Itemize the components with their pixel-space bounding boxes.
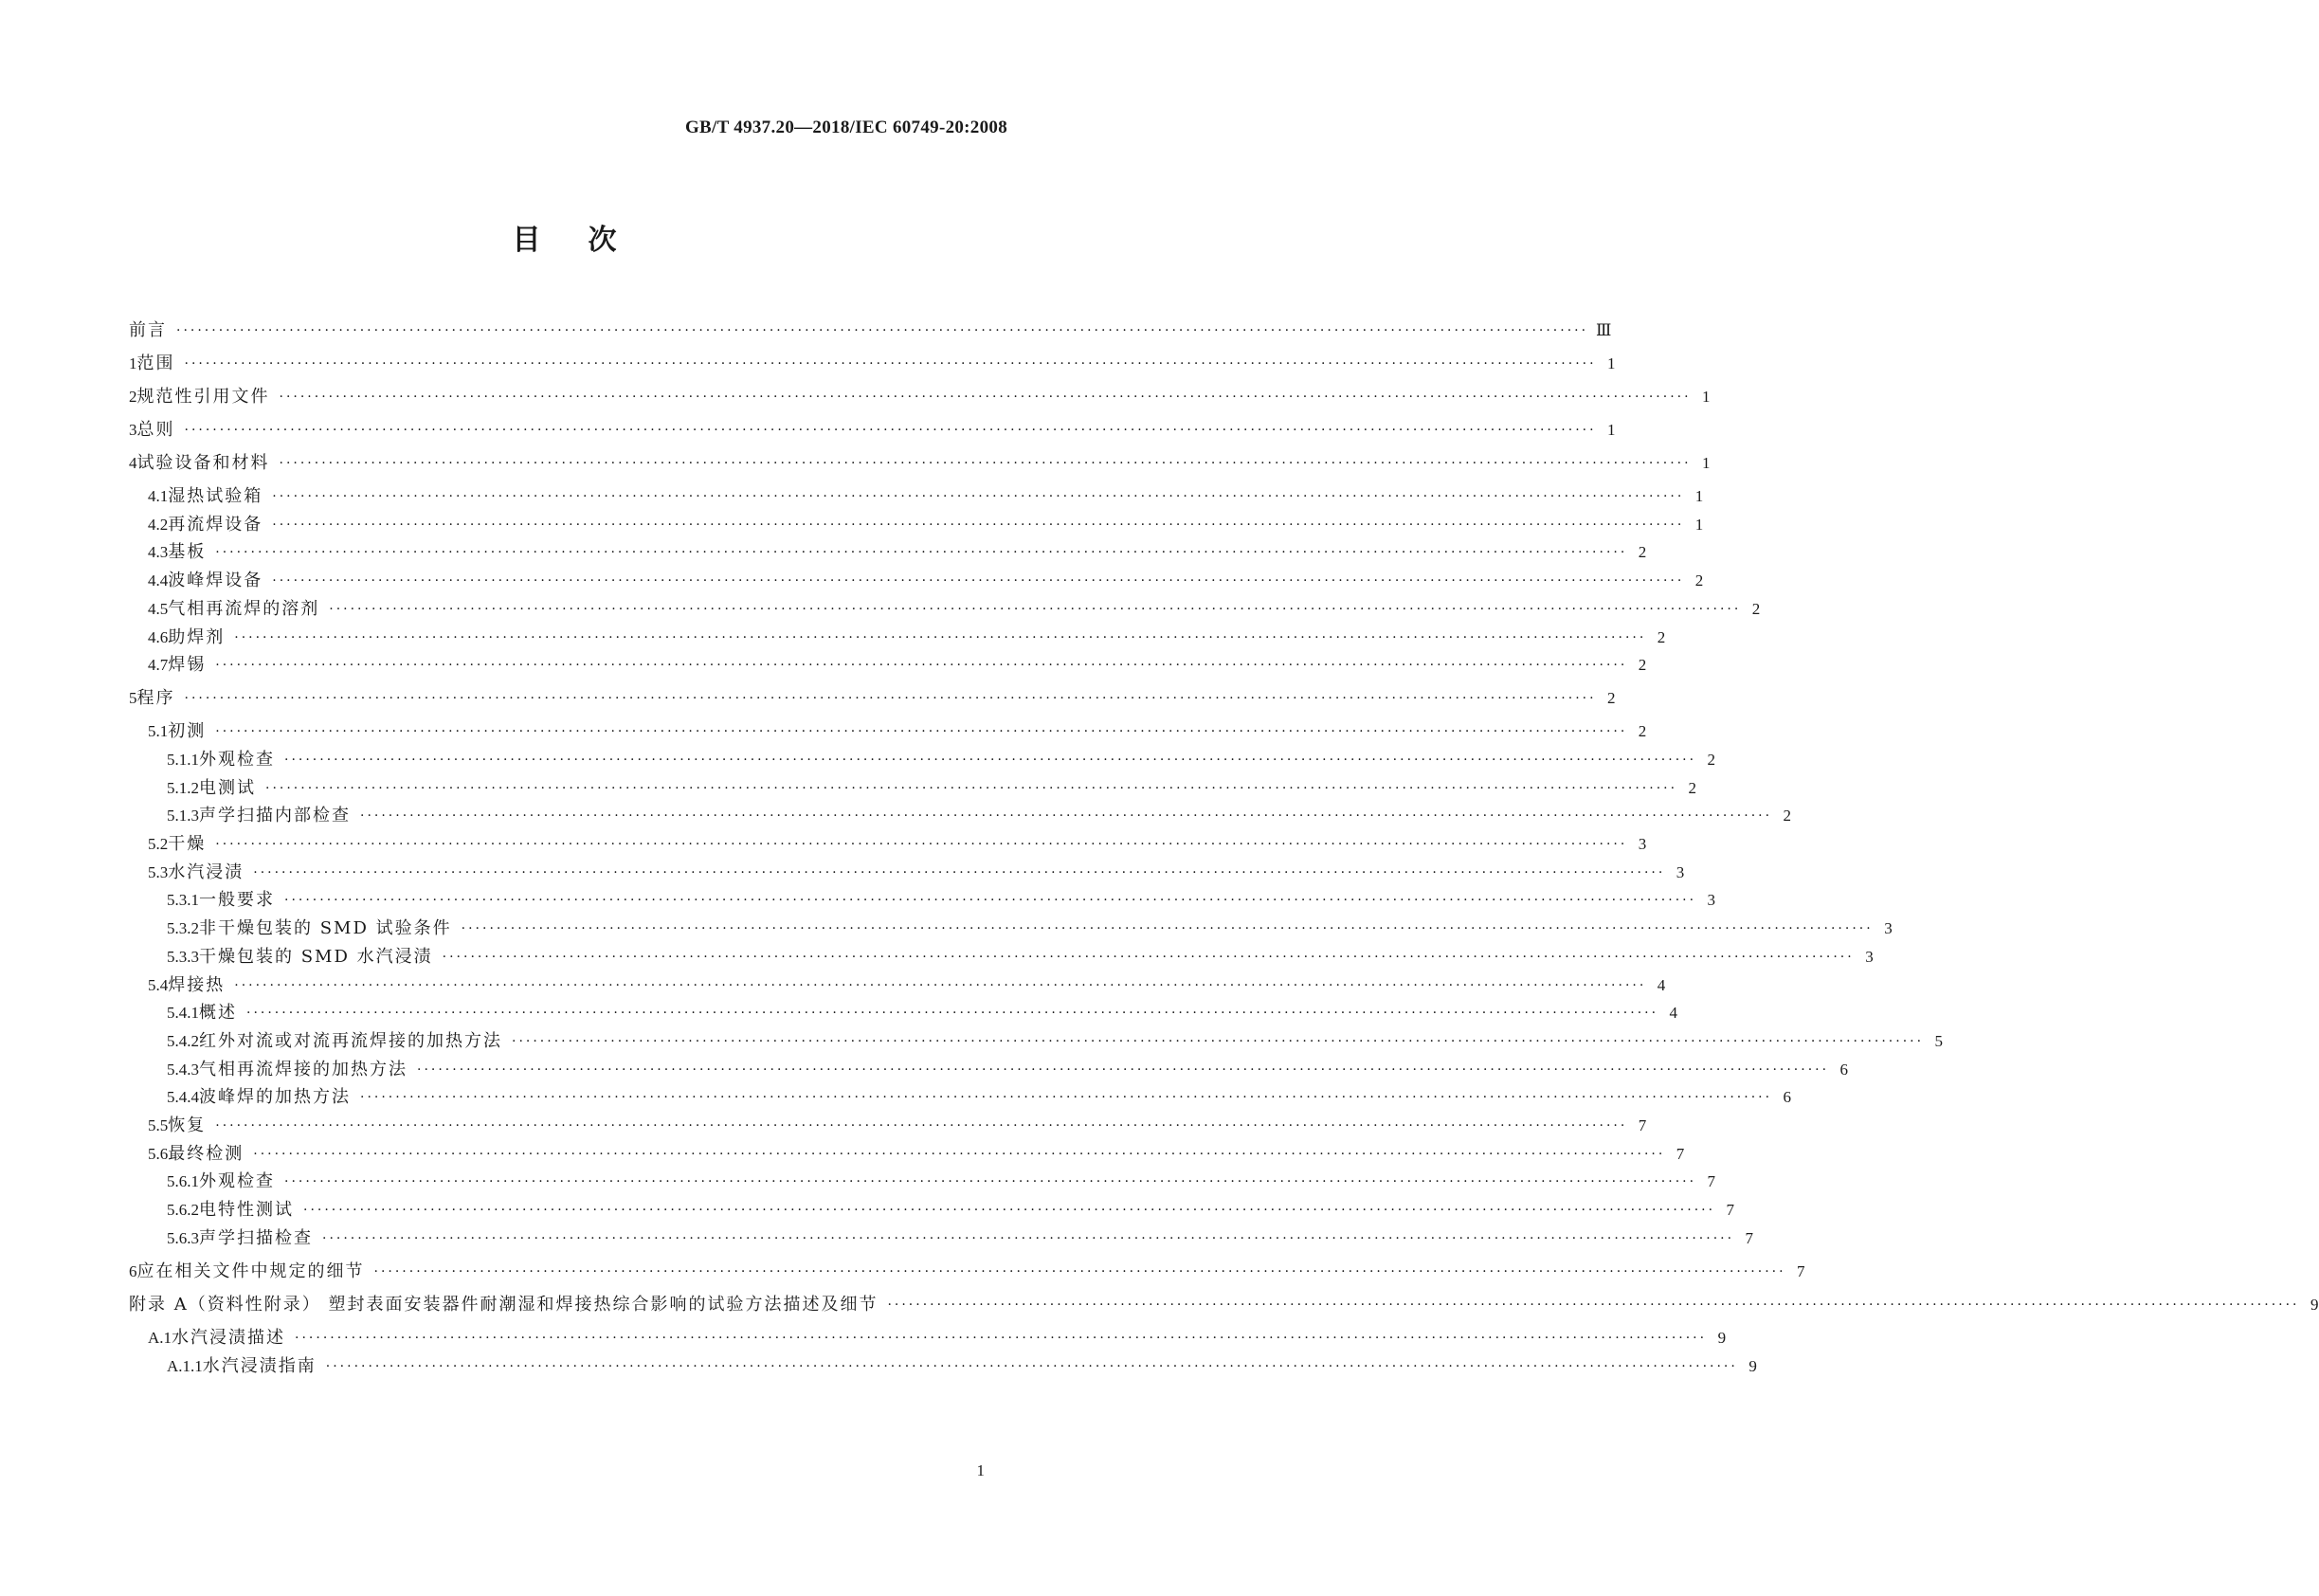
toc-leader-dots: ········································································································································································································	[887, 1297, 2300, 1313]
toc-leader-dots: ········································································································································································································	[512, 1033, 1925, 1049]
toc-entry-number: 5.3.2	[167, 919, 199, 938]
toc-entry-title: 最终检测	[168, 1143, 245, 1164]
toc-entry[interactable]	[129, 1224, 1754, 1253]
toc-entry[interactable]	[129, 651, 1647, 680]
toc-entry-page: 7	[1707, 1172, 1716, 1191]
toc-entry-number: 4.4	[148, 571, 169, 590]
toc-entry[interactable]	[129, 416, 1616, 444]
toc-leader-dots: ········································································································································································································	[184, 691, 1597, 707]
toc-entry-number: 5.3.1	[167, 891, 199, 910]
toc-entry[interactable]	[129, 624, 1666, 652]
toc-entry[interactable]	[129, 1324, 1727, 1352]
toc-leader-dots: ········································································································································································································	[461, 921, 1874, 937]
toc-entry-title: 红外对流或对流再流焊接的加热方法	[199, 1030, 502, 1051]
toc-entry[interactable]	[129, 383, 1711, 411]
toc-entry-number: 5.6.3	[167, 1228, 199, 1247]
toc-entry-number: 5.1.3	[167, 807, 199, 825]
toc-entry-number: 5.4	[148, 975, 169, 994]
toc-entry-title: 水汽浸渍描述	[172, 1327, 286, 1348]
toc-entry-number: 5.3	[148, 862, 169, 881]
toc-entry[interactable]	[129, 802, 1792, 830]
toc-entry-number: 5.3.3	[167, 947, 199, 966]
toc-entry[interactable]	[129, 830, 1647, 859]
toc-entry-title: 初测	[168, 721, 207, 742]
toc-leader-dots: ········································································································································································································	[329, 601, 1742, 617]
toc-entry-number: 5.6.1	[167, 1172, 199, 1191]
toc-entry-title: 程序	[136, 688, 175, 709]
toc-entry-page: 2	[1751, 599, 1761, 618]
toc-leader-dots: ········································································································································································································	[279, 456, 1692, 471]
toc-entry-title: 气相再流焊的溶剂	[168, 598, 320, 619]
toc-entry-page: 7	[1726, 1201, 1735, 1220]
toc-leader-dots: ········································································································································································································	[325, 1358, 1738, 1374]
toc-entry-title: 干燥包装的 SMD 水汽浸渍	[199, 946, 433, 967]
toc-entry[interactable]	[129, 1168, 1716, 1196]
toc-entry-number: 5.1.1	[167, 750, 199, 769]
toc-leader-dots: ········································································································································································································	[215, 1118, 1628, 1134]
toc-entry[interactable]	[129, 886, 1716, 915]
toc-leader-dots: ········································································································································································································	[417, 1061, 1830, 1078]
toc-entry-page: 2	[1638, 543, 1647, 562]
toc-entry[interactable]	[129, 567, 1704, 595]
toc-entry[interactable]	[129, 538, 1647, 567]
toc-entry[interactable]	[129, 1056, 1849, 1084]
toc-entry[interactable]	[129, 1196, 1735, 1224]
toc-leader-dots: ········································································································································································································	[246, 1006, 1659, 1022]
toc-entry[interactable]	[129, 1083, 1792, 1112]
toc-entry-title: 试验设备和材料	[136, 453, 270, 473]
toc-entry-number: 5.4.4	[167, 1088, 199, 1107]
toc-entry[interactable]	[129, 746, 1716, 774]
toc-entry-number: 5.6	[148, 1144, 169, 1163]
toc-entry-page: 2	[1694, 571, 1704, 590]
toc-entry-page: 2	[1783, 807, 1792, 825]
toc-entry-number: 5.4.1	[167, 1004, 199, 1023]
toc-leader-dots: ········································································································································································································	[284, 893, 1697, 909]
toc-entry-title: 水汽浸渍	[168, 861, 245, 882]
toc-leader-dots: ········································································································································································································	[234, 977, 1647, 993]
toc-entry[interactable]	[129, 1140, 1685, 1169]
toc-entry-number: 4.3	[148, 543, 169, 562]
toc-entry-number: 5.1.2	[167, 778, 199, 797]
toc-leader-dots: ········································································································································································································	[272, 489, 1685, 504]
toc-leader-dots: ········································································································································································································	[442, 949, 1855, 965]
toc-entry[interactable]	[129, 717, 1647, 746]
toc-entry-number: 5.4.3	[167, 1060, 199, 1079]
toc-entry-page: 2	[1657, 627, 1666, 646]
toc-entry-number: 5.2	[148, 835, 169, 853]
toc-leader-dots: ········································································································································································································	[265, 780, 1678, 796]
toc-leader-dots: ········································································································································································································	[176, 323, 1589, 338]
toc-entry-number: 4.5	[148, 599, 169, 618]
toc-entry-page: 1	[1607, 421, 1616, 439]
toc-entry[interactable]	[129, 511, 1704, 539]
toc-entry-title: 电特性测试	[199, 1200, 294, 1221]
toc-entry-page: 7	[1745, 1228, 1754, 1247]
toc-entry-title: 水汽浸渍指南	[202, 1355, 317, 1376]
toc-entry[interactable]	[129, 350, 1616, 378]
toc-entry-title: 总则	[136, 420, 175, 440]
toc-entry-number: 4.7	[148, 656, 169, 675]
toc-leader-dots: ········································································································································································································	[360, 808, 1773, 825]
toc-entry[interactable]	[129, 971, 1666, 1000]
standard-code: GB/T 4937.20—2018/IEC 60749-20:2008	[684, 118, 1007, 137]
toc-entry-title: 外观检查	[199, 1171, 275, 1192]
toc-entry-title: 范围	[136, 354, 175, 373]
toc-entry-title: 波峰焊的加热方法	[199, 1087, 351, 1108]
toc-entry-title: 电测试	[199, 777, 256, 798]
toc-entry[interactable]	[129, 1027, 1944, 1056]
toc-entry[interactable]	[129, 449, 1711, 478]
toc-entry-page: Ⅲ	[1596, 321, 1612, 339]
toc-entry-title: 声学扫描内部检查	[199, 806, 351, 826]
toc-entry-page: 5	[1934, 1031, 1944, 1050]
toc-entry[interactable]	[129, 684, 1616, 713]
toc-entry-page: 3	[1707, 891, 1716, 910]
toc-entry[interactable]	[129, 859, 1685, 887]
toc-entry-number: 5.4.2	[167, 1031, 199, 1050]
toc-entry-number: 6	[129, 1261, 137, 1280]
toc-entry-page: 1	[1607, 354, 1616, 372]
toc-entry[interactable]	[129, 1352, 1757, 1381]
toc-entry-number: A.1.1	[167, 1356, 203, 1375]
toc-entry-number: 4.2	[148, 515, 169, 534]
toc-entry-page: 3	[1865, 947, 1874, 966]
toc-entry-title: 气相再流焊接的加热方法	[199, 1059, 408, 1079]
toc-leader-dots: ········································································································································································································	[284, 752, 1697, 768]
toc-entry-number: 4.6	[148, 627, 169, 646]
toc-entry-page: 1	[1694, 487, 1704, 505]
toc-entry-page: 4	[1657, 975, 1666, 994]
toc-entry-title: 焊接热	[168, 974, 226, 995]
toc-entry-page: 3	[1676, 862, 1685, 881]
toc-leader-dots: ········································································································································································································	[215, 658, 1628, 674]
page-number: 1	[976, 1461, 985, 1479]
toc-leader-dots: ········································································································································································································	[303, 1203, 1716, 1219]
toc-entry[interactable]	[129, 915, 1893, 943]
toc-entry-number: 3	[129, 421, 137, 439]
toc-entry-page: 9	[2310, 1295, 2319, 1314]
toc-entry-title: 一般要求	[199, 890, 275, 911]
toc-leader-dots: ········································································································································································································	[215, 545, 1628, 561]
toc-entry-number: 2	[129, 388, 137, 406]
toc-leader-dots: ········································································································································································································	[360, 1090, 1773, 1106]
toc-entry-title: 应在相关文件中规定的细节	[136, 1260, 365, 1281]
toc-entry-page: 1	[1694, 515, 1704, 534]
toc-leader-dots: ········································································································································································································	[215, 724, 1628, 740]
toc-entry-number: 5.1	[148, 722, 169, 741]
toc-entry-title: 再流焊设备	[168, 514, 263, 535]
toc-entry-page: 2	[1688, 778, 1697, 797]
toc-entry-page: 2	[1638, 656, 1647, 675]
toc-entry[interactable]	[129, 317, 1612, 345]
toc-entry-title: 概述	[199, 1003, 237, 1024]
toc-entry-page: 6	[1783, 1088, 1792, 1107]
toc-entry-page: 9	[1717, 1328, 1727, 1347]
toc-entry[interactable]	[129, 774, 1697, 803]
toc-entry[interactable]	[129, 482, 1704, 511]
toc-entry-number: 4.1	[148, 487, 169, 505]
toc-entry-number: 4	[129, 454, 137, 472]
toc-entry-page: 2	[1707, 750, 1716, 769]
toc-entry[interactable]	[129, 595, 1761, 624]
toc-entry[interactable]	[129, 1112, 1647, 1140]
toc-entry-title: 焊锡	[168, 655, 207, 676]
toc-leader-dots: ········································································································································································································	[253, 864, 1666, 880]
toc-entry-page: 7	[1797, 1261, 1805, 1280]
toc-leader-dots: ········································································································································································································	[272, 517, 1685, 533]
toc-leader-dots: ········································································································································································································	[215, 837, 1628, 852]
toc-entry[interactable]	[129, 999, 1678, 1027]
toc-entry-number: 1	[129, 354, 137, 372]
toc-entry-page: 6	[1839, 1060, 1849, 1079]
toc-entry-page: 3	[1638, 835, 1647, 853]
toc-entry-title: 干燥	[168, 834, 207, 854]
toc-entry[interactable]	[129, 943, 1874, 971]
toc-leader-dots: ········································································································································································································	[253, 1146, 1666, 1162]
toc-entry-title: 外观检查	[199, 749, 275, 770]
toc-entry-title: 波峰焊设备	[168, 571, 263, 591]
toc-entry-title: 声学扫描检查	[199, 1227, 313, 1248]
toc-entry-title: 前言	[129, 320, 167, 340]
toc-entry-page: 1	[1702, 388, 1711, 406]
toc-leader-dots: ········································································································································································································	[373, 1263, 1786, 1279]
page-title: 目次	[512, 224, 664, 257]
toc-entry-title: 非干燥包装的 SMD 试验条件	[199, 918, 452, 939]
toc-entry-title: 助焊剂	[168, 626, 226, 647]
toc-entry-title: 基板	[168, 542, 207, 563]
toc-leader-dots: ········································································································································································································	[184, 356, 1597, 372]
toc-entry-number: 5	[129, 689, 137, 708]
toc-entry-page: 7	[1676, 1144, 1685, 1163]
toc-entry-page: 7	[1638, 1116, 1647, 1134]
toc-leader-dots: ········································································································································································································	[272, 573, 1685, 589]
toc-entry-page: 2	[1607, 689, 1616, 708]
toc-leader-dots: ········································································································································································································	[284, 1174, 1697, 1190]
toc-entry-number: 5.6.2	[167, 1201, 199, 1220]
toc-leader-dots: ········································································································································································································	[279, 390, 1692, 405]
toc-leader-dots: ········································································································································································································	[295, 1330, 1708, 1346]
toc-entry-title: 规范性引用文件	[136, 387, 270, 407]
toc-entry-number: 5.5	[148, 1116, 169, 1134]
toc-entry-page: 3	[1884, 919, 1893, 938]
toc-leader-dots: ········································································································································································································	[234, 629, 1647, 645]
toc-entry-title: 附录 A（资料性附录） 塑封表面安装器件耐潮湿和焊接热综合影响的试验方法描述及细节	[129, 1294, 879, 1315]
toc-entry[interactable]	[129, 1291, 2319, 1319]
toc-entry-title: 湿热试验箱	[168, 486, 263, 506]
toc-entry-page: 9	[1748, 1356, 1757, 1375]
toc-leader-dots: ········································································································································································································	[322, 1230, 1735, 1246]
toc-entry-title: 恢复	[168, 1115, 207, 1135]
toc-entry-number: A.1	[148, 1328, 172, 1347]
toc-entry-page: 4	[1669, 1004, 1678, 1023]
toc-entry-page: 2	[1638, 722, 1647, 741]
toc-leader-dots: ········································································································································································································	[184, 423, 1597, 438]
toc-entry[interactable]	[129, 1258, 1805, 1286]
toc-entry-page: 1	[1702, 454, 1711, 472]
